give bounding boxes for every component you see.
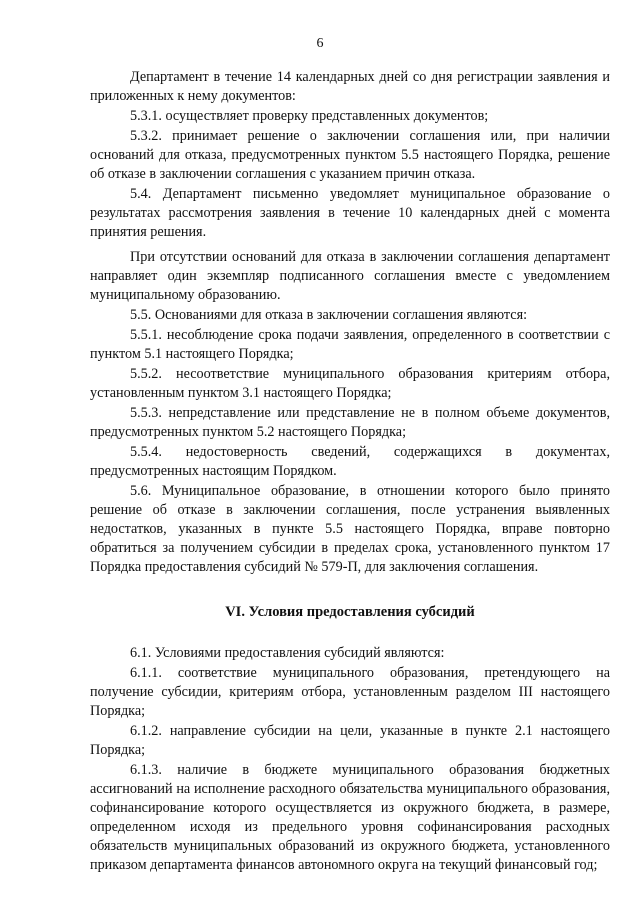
paragraph-5-3-2: 5.3.2. принимает решение о заключении соглашения или, при наличии оснований для отказа, предусмотренных пунктом 5.5 настоящего Порядка, решение об отказе в заключении соглашения с указанием причин отказа. bbox=[90, 128, 610, 182]
paragraph-5-3-1: 5.3.1. осуществляет проверку представленных документов; bbox=[130, 108, 489, 124]
paragraph-5-5-1: 5.5.1. несоблюдение срока подачи заявления, определенного в соответствии с пунктом 5.1 настоящего Порядка; bbox=[90, 327, 610, 362]
paragraph-6-1-1: 6.1.1. соответствие муниципального образования, претендующего на получение субсидии, критериям отбора, установленным разделом III настоящего Порядка; bbox=[90, 665, 610, 719]
paragraph-5-5: 5.5. Основаниями для отказа в заключении соглашения являются: bbox=[130, 307, 528, 323]
document-body bbox=[90, 68, 610, 876]
paragraph-5-5-3: 5.5.3. непредставление или представление не в полном объеме документов, предусмотренных пунктом 5.2 настоящего Порядка; bbox=[90, 405, 610, 440]
paragraph-no-refusal: При отсутствии оснований для отказа в заключении соглашения департамент направляет один экземпляр подписанного соглашения вместе с уведомлением муниципальному образованию. bbox=[90, 249, 610, 303]
paragraph-5-5-4: 5.5.4. недостоверность сведений, содержащихся в документах, предусмотренных настоящим Порядком. bbox=[90, 444, 610, 479]
paragraph-6-1-2: 6.1.2. направление субсидии на цели, указанные в пункте 2.1 настоящего Порядка; bbox=[90, 723, 610, 758]
paragraph-intro: Департамент в течение 14 календарных дней со дня регистрации заявления и приложенных к нему документов: bbox=[90, 69, 610, 104]
paragraph-6-1-3: 6.1.3. наличие в бюджете муниципального образования бюджетных ассигнований на исполнение расходного обязательства муниципального образования, софинансирование которого осуществляется из окружного бюджета, в размере, определенном исходя из предельного уровня софинансирования расходных обязательств муниципальных образований из окружного бюджета, установленного приказом департамента финансов автономного округа на текущий финансовый год; bbox=[90, 762, 610, 873]
paragraph-5-5-2: 5.5.2. несоответствие муниципального образования критериям отбора, установленным пунктом 3.1 настоящего Порядка; bbox=[90, 366, 610, 401]
section-heading: VI. Условия предоставления субсидий bbox=[225, 604, 475, 620]
page-number: 6 bbox=[316, 36, 324, 51]
paragraph-5-6: 5.6. Муниципальное образование, в отношении которого было принято решение об отказе в заключении соглашения, после устранения выявленных недостатков, указанных в пункте 5.5 настоящего Порядка, вправе повторно обратиться за получением субсидии в пределах срока, установленного пунктом 17 Порядка предоставления субсидий № 579-П, для заключения соглашения. bbox=[90, 483, 610, 575]
paragraph-6-1: 6.1. Условиями предоставления субсидий являются: bbox=[130, 645, 445, 661]
paragraph-5-4: 5.4. Департамент письменно уведомляет муниципальное образование о результатах рассмотрения заявления в течение 10 календарных дней с момента принятия решения. bbox=[90, 186, 610, 240]
